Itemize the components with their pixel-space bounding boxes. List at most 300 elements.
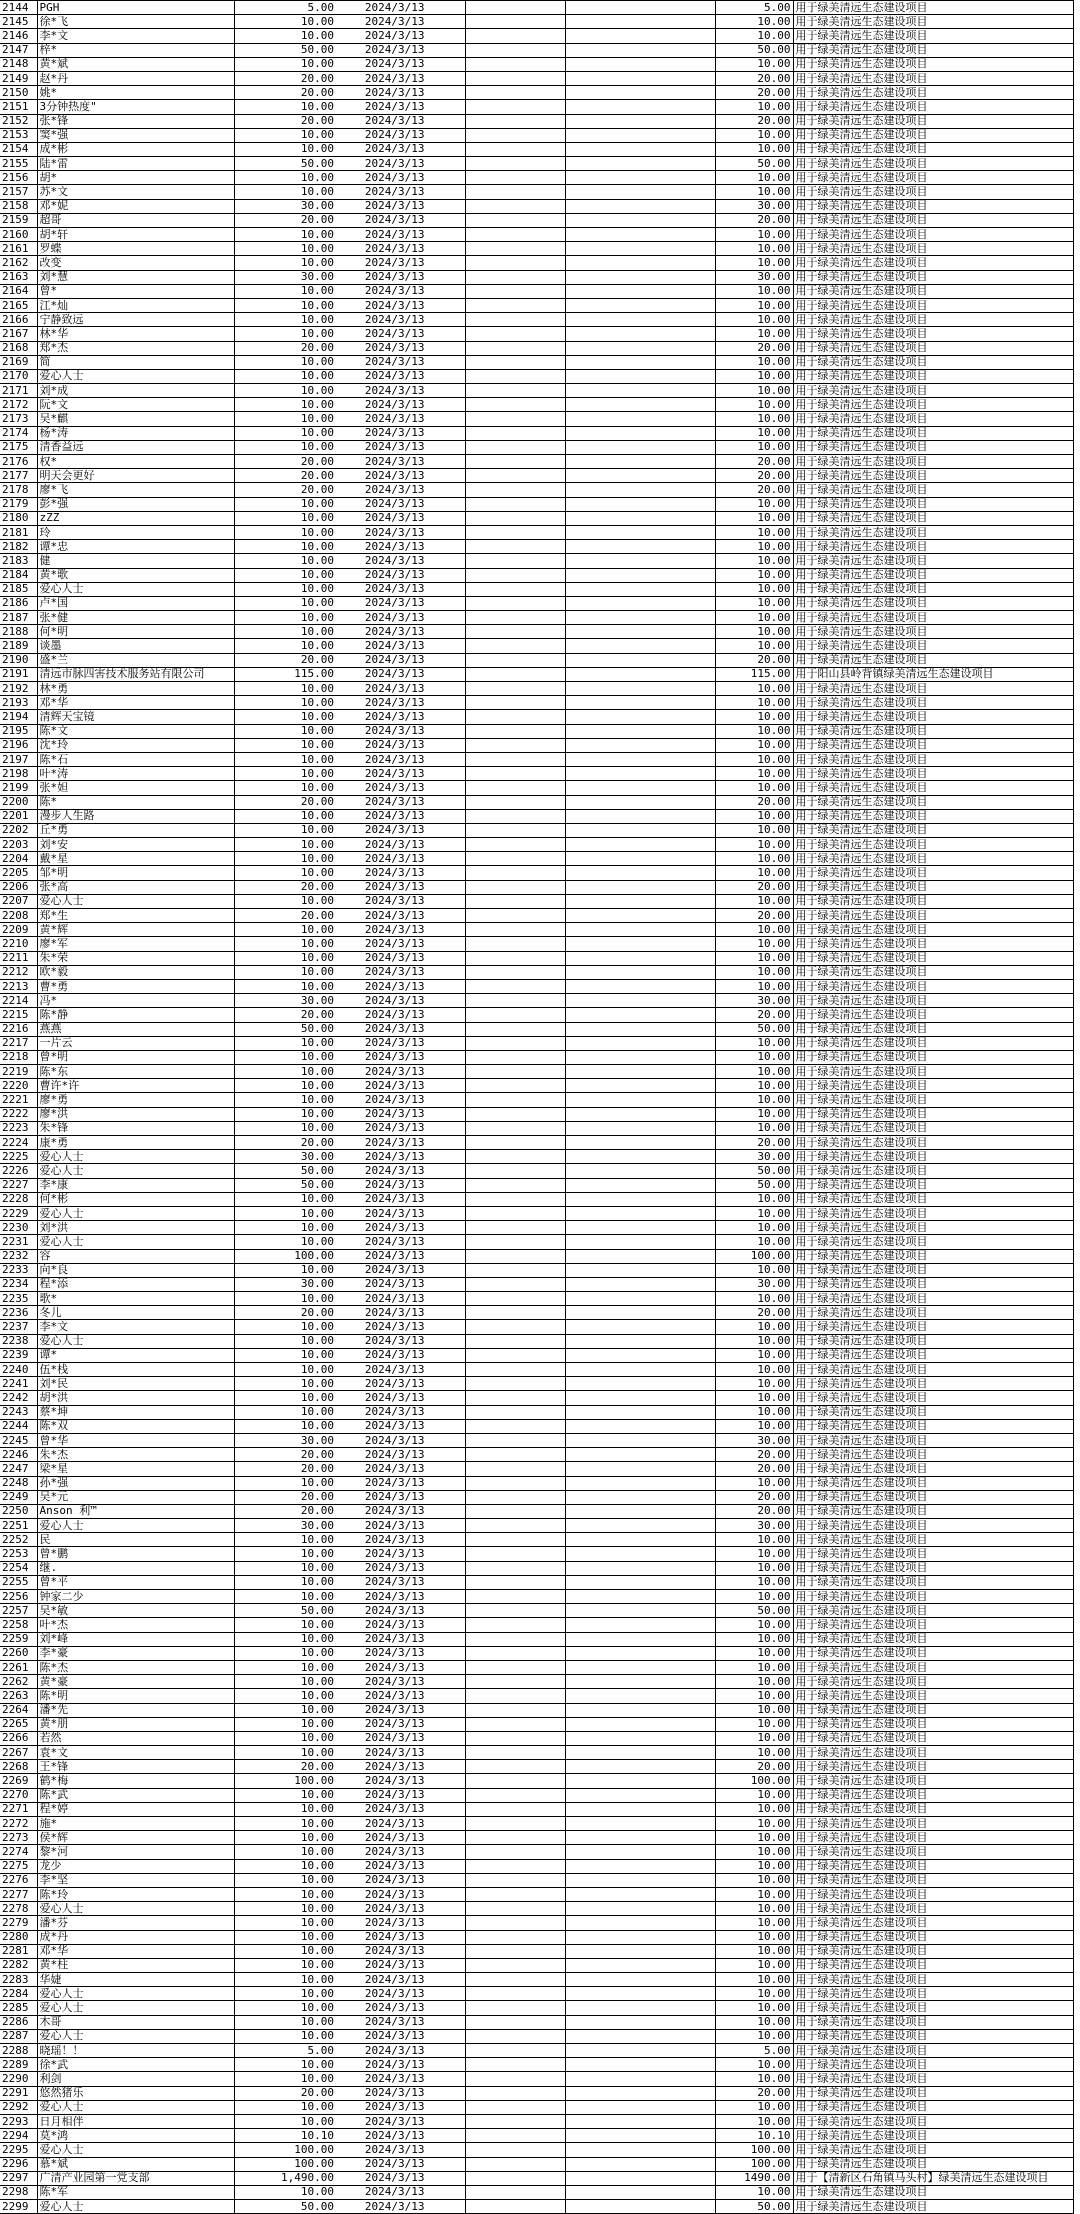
table-row — [0, 2185, 1073, 2199]
donor-name: 民 — [37, 1533, 234, 1547]
donation-purpose: 用于绿美清远生态建设项目 — [793, 2072, 1073, 2086]
donation-purpose: 用于绿美清远生态建设项目 — [793, 1306, 1073, 1320]
allocated-amount: 10.00 — [715, 1944, 793, 1958]
row-number: 2247 — [0, 1462, 37, 1476]
table-row — [0, 1419, 1073, 1433]
donation-amount: 10.00 — [234, 1334, 336, 1348]
donation-amount: 10.00 — [234, 242, 336, 256]
allocated-amount: 10.00 — [715, 1348, 793, 1362]
donation-amount: 10.00 — [234, 1845, 336, 1859]
allocated-amount: 20.00 — [715, 213, 793, 227]
donation-amount: 10.00 — [234, 1221, 336, 1235]
allocated-amount: 30.00 — [715, 1150, 793, 1164]
empty-cell — [565, 625, 715, 639]
empty-cell — [565, 1802, 715, 1816]
table-row — [0, 86, 1073, 100]
donor-name: 徐*飞 — [37, 15, 234, 29]
donation-amount: 5.00 — [234, 1, 336, 15]
table-row — [0, 923, 1073, 937]
row-number: 2212 — [0, 965, 37, 979]
donation-date: 2024/3/13 — [336, 1405, 465, 1419]
donation-purpose: 用于绿美清远生态建设项目 — [793, 483, 1073, 497]
donation-amount: 20.00 — [234, 455, 336, 469]
empty-cell — [465, 57, 565, 71]
empty-cell — [565, 1958, 715, 1972]
row-number: 2152 — [0, 114, 37, 128]
donation-purpose: 用于绿美清远生态建设项目 — [793, 86, 1073, 100]
empty-cell — [465, 1363, 565, 1377]
donation-purpose: 用于绿美清远生态建设项目 — [793, 1263, 1073, 1277]
row-number: 2233 — [0, 1263, 37, 1277]
donation-date: 2024/3/13 — [336, 1221, 465, 1235]
empty-cell — [465, 923, 565, 937]
allocated-amount: 10.00 — [715, 2100, 793, 2114]
donation-date: 2024/3/13 — [336, 1079, 465, 1093]
donation-amount: 10.00 — [234, 1717, 336, 1731]
row-number: 2262 — [0, 1675, 37, 1689]
empty-cell — [465, 809, 565, 823]
donor-name: 黄*歌 — [37, 568, 234, 582]
donation-date: 2024/3/13 — [336, 1887, 465, 1901]
table-row — [0, 1292, 1073, 1306]
donor-name: 黄*朋 — [37, 1717, 234, 1731]
donation-amount: 20.00 — [234, 483, 336, 497]
row-number: 2277 — [0, 1887, 37, 1901]
empty-cell — [465, 909, 565, 923]
empty-cell — [565, 1873, 715, 1887]
donation-amount: 10.00 — [234, 228, 336, 242]
donation-amount: 10.00 — [234, 284, 336, 298]
donor-name: 继. — [37, 1561, 234, 1575]
empty-cell — [465, 29, 565, 43]
row-number: 2172 — [0, 398, 37, 412]
row-number: 2275 — [0, 1859, 37, 1873]
row-number: 2285 — [0, 2001, 37, 2015]
row-number: 2211 — [0, 951, 37, 965]
donation-date: 2024/3/13 — [336, 880, 465, 894]
donation-amount: 20.00 — [234, 71, 336, 85]
row-number: 2254 — [0, 1561, 37, 1575]
donation-amount: 10.00 — [234, 29, 336, 43]
donor-name: 陈*武 — [37, 1788, 234, 1802]
donor-name: 曾*明 — [37, 1050, 234, 1064]
donation-amount: 10.00 — [234, 1093, 336, 1107]
row-number: 2167 — [0, 327, 37, 341]
empty-cell — [565, 1561, 715, 1575]
allocated-amount: 10.00 — [715, 1093, 793, 1107]
donation-amount: 10.00 — [234, 752, 336, 766]
donation-purpose: 用于绿美清远生态建设项目 — [793, 1363, 1073, 1377]
donation-purpose: 用于绿美清远生态建设项目 — [793, 398, 1073, 412]
row-number: 2180 — [0, 511, 37, 525]
donation-purpose: 用于绿美清远生态建设项目 — [793, 100, 1073, 114]
donation-purpose: 用于绿美清远生态建设项目 — [793, 596, 1073, 610]
donation-purpose: 用于绿美清远生态建设项目 — [793, 1079, 1073, 1093]
row-number: 2176 — [0, 455, 37, 469]
allocated-amount: 10.00 — [715, 242, 793, 256]
allocated-amount: 50.00 — [715, 2200, 793, 2214]
donation-date: 2024/3/13 — [336, 142, 465, 156]
donation-date: 2024/3/13 — [336, 1065, 465, 1079]
allocated-amount: 10.00 — [715, 866, 793, 880]
allocated-amount: 20.00 — [715, 86, 793, 100]
allocated-amount: 10.00 — [715, 1887, 793, 1901]
donor-name: 陈*石 — [37, 752, 234, 766]
empty-cell — [465, 1107, 565, 1121]
donor-name: 陈*双 — [37, 1419, 234, 1433]
empty-cell — [565, 1504, 715, 1518]
allocated-amount: 10.00 — [715, 1831, 793, 1845]
donor-name: 邓*华 — [37, 1944, 234, 1958]
row-number: 2249 — [0, 1490, 37, 1504]
donation-date: 2024/3/13 — [336, 43, 465, 57]
donor-name: 潘*芬 — [37, 1916, 234, 1930]
empty-cell — [465, 1448, 565, 1462]
empty-cell — [565, 1050, 715, 1064]
donation-purpose: 用于绿美清远生态建设项目 — [793, 1873, 1073, 1887]
allocated-amount: 10.00 — [715, 2015, 793, 2029]
allocated-amount: 10.00 — [715, 611, 793, 625]
empty-cell — [565, 1008, 715, 1022]
empty-cell — [465, 228, 565, 242]
empty-cell — [465, 15, 565, 29]
donation-amount: 10.00 — [234, 1973, 336, 1987]
donation-purpose: 用于绿美清远生态建设项目 — [793, 2001, 1073, 2015]
donation-purpose: 用于绿美清远生态建设项目 — [793, 653, 1073, 667]
table-row — [0, 1150, 1073, 1164]
donation-date: 2024/3/13 — [336, 1547, 465, 1561]
donation-amount: 10.00 — [234, 1107, 336, 1121]
donation-purpose: 用于绿美清远生态建设项目 — [793, 2185, 1073, 2199]
allocated-amount: 10.00 — [715, 639, 793, 653]
donor-name: 江*灿 — [37, 298, 234, 312]
row-number: 2289 — [0, 2058, 37, 2072]
donation-date: 2024/3/13 — [336, 2086, 465, 2100]
donation-date: 2024/3/13 — [336, 1249, 465, 1263]
donation-date: 2024/3/13 — [336, 1561, 465, 1575]
donor-name: 何*明 — [37, 625, 234, 639]
donation-date: 2024/3/13 — [336, 455, 465, 469]
donation-date: 2024/3/13 — [336, 909, 465, 923]
allocated-amount: 10.00 — [715, 1405, 793, 1419]
empty-cell — [465, 1136, 565, 1150]
empty-cell — [465, 1916, 565, 1930]
donation-amount: 20.00 — [234, 1306, 336, 1320]
donation-purpose: 用于绿美清远生态建设项目 — [793, 1433, 1073, 1447]
table-row — [0, 1050, 1073, 1064]
table-row — [0, 710, 1073, 724]
empty-cell — [465, 1221, 565, 1235]
table-row — [0, 1675, 1073, 1689]
donation-purpose: 用于绿美清远生态建设项目 — [793, 1788, 1073, 1802]
table-row — [0, 228, 1073, 242]
donation-purpose: 用于绿美清远生态建设项目 — [793, 157, 1073, 171]
donation-amount: 10.00 — [234, 866, 336, 880]
donation-amount: 30.00 — [234, 199, 336, 213]
empty-cell — [565, 2100, 715, 2114]
donation-purpose: 用于绿美清远生态建设项目 — [793, 1, 1073, 15]
empty-cell — [465, 1433, 565, 1447]
table-row — [0, 114, 1073, 128]
row-number: 2279 — [0, 1916, 37, 1930]
donation-purpose: 用于绿美清远生态建设项目 — [793, 327, 1073, 341]
empty-cell — [565, 355, 715, 369]
donation-amount: 10.00 — [234, 185, 336, 199]
allocated-amount: 10.00 — [715, 1845, 793, 1859]
allocated-amount: 100.00 — [715, 2143, 793, 2157]
donor-name: 郑*生 — [37, 909, 234, 923]
empty-cell — [465, 426, 565, 440]
empty-cell — [465, 86, 565, 100]
donation-purpose: 用于绿美清远生态建设项目 — [793, 710, 1073, 724]
donation-purpose: 用于绿美清远生态建设项目 — [793, 2114, 1073, 2128]
allocated-amount: 10.00 — [715, 384, 793, 398]
donation-date: 2024/3/13 — [336, 213, 465, 227]
table-row — [0, 696, 1073, 710]
row-number: 2173 — [0, 412, 37, 426]
empty-cell — [565, 823, 715, 837]
donation-purpose: 用于绿美清远生态建设项目 — [793, 525, 1073, 539]
donation-date: 2024/3/13 — [336, 2200, 465, 2214]
donation-amount: 30.00 — [234, 1433, 336, 1447]
donation-purpose: 用于绿美清远生态建设项目 — [793, 1731, 1073, 1745]
donation-amount: 10.00 — [234, 1036, 336, 1050]
donation-amount: 10.00 — [234, 1263, 336, 1277]
table-row — [0, 1136, 1073, 1150]
empty-cell — [465, 1504, 565, 1518]
row-number: 2282 — [0, 1958, 37, 1972]
donation-date: 2024/3/13 — [336, 568, 465, 582]
allocated-amount: 10.00 — [715, 838, 793, 852]
donation-date: 2024/3/13 — [336, 2114, 465, 2128]
table-row — [0, 355, 1073, 369]
donation-purpose: 用于绿美清远生态建设项目 — [793, 128, 1073, 142]
allocated-amount: 10.00 — [715, 1547, 793, 1561]
donation-amount: 10.00 — [234, 426, 336, 440]
row-number: 2291 — [0, 2086, 37, 2100]
table-row — [0, 100, 1073, 114]
donor-name: 潘*先 — [37, 1703, 234, 1717]
donor-name: 曾* — [37, 284, 234, 298]
donation-purpose: 用于绿美清远生态建设项目 — [793, 582, 1073, 596]
empty-cell — [465, 2157, 565, 2171]
donation-date: 2024/3/13 — [336, 1164, 465, 1178]
table-row — [0, 1192, 1073, 1206]
allocated-amount: 10.00 — [715, 185, 793, 199]
donor-name: 刘*民 — [37, 1377, 234, 1391]
donation-purpose: 用于绿美清远生态建设项目 — [793, 809, 1073, 823]
row-number: 2194 — [0, 710, 37, 724]
allocated-amount: 10.00 — [715, 369, 793, 383]
row-number: 2221 — [0, 1093, 37, 1107]
allocated-amount: 10.00 — [715, 1419, 793, 1433]
donation-purpose: 用于绿美清远生态建设项目 — [793, 1746, 1073, 1760]
allocated-amount: 10.00 — [715, 1590, 793, 1604]
donor-name: 爱心人士 — [37, 1164, 234, 1178]
empty-cell — [465, 1590, 565, 1604]
donation-purpose: 用于绿美清远生态建设项目 — [793, 1292, 1073, 1306]
donation-date: 2024/3/13 — [336, 1008, 465, 1022]
donation-date: 2024/3/13 — [336, 1859, 465, 1873]
empty-cell — [465, 611, 565, 625]
allocated-amount: 20.00 — [715, 880, 793, 894]
row-number: 2198 — [0, 767, 37, 781]
table-row — [0, 2001, 1073, 2015]
table-row — [0, 1448, 1073, 1462]
donor-name: 清远市脉四害技术服务站有限公司 — [37, 667, 234, 681]
donation-date: 2024/3/13 — [336, 270, 465, 284]
donation-purpose: 用于绿美清远生态建设项目 — [793, 440, 1073, 454]
table-row — [0, 1916, 1073, 1930]
row-number: 2208 — [0, 909, 37, 923]
empty-cell — [465, 2029, 565, 2043]
donor-name: 叶*杰 — [37, 1618, 234, 1632]
donation-amount: 10.00 — [234, 582, 336, 596]
allocated-amount: 10.00 — [715, 284, 793, 298]
row-number: 2295 — [0, 2143, 37, 2157]
empty-cell — [465, 866, 565, 880]
donation-amount: 10.00 — [234, 1930, 336, 1944]
empty-cell — [465, 1533, 565, 1547]
donation-purpose: 用于绿美清远生态建设项目 — [793, 1150, 1073, 1164]
empty-cell — [565, 284, 715, 298]
empty-cell — [565, 965, 715, 979]
donor-name: Anson 利™ — [37, 1504, 234, 1518]
empty-cell — [565, 1689, 715, 1703]
empty-cell — [465, 213, 565, 227]
empty-cell — [565, 327, 715, 341]
empty-cell — [465, 497, 565, 511]
empty-cell — [565, 710, 715, 724]
donation-purpose: 用于绿美清远生态建设项目 — [793, 455, 1073, 469]
empty-cell — [565, 15, 715, 29]
donation-purpose: 用于绿美清远生态建设项目 — [793, 554, 1073, 568]
donor-name: 廖*勇 — [37, 1093, 234, 1107]
empty-cell — [465, 2086, 565, 2100]
donation-amount: 10.00 — [234, 696, 336, 710]
empty-cell — [565, 2114, 715, 2128]
donor-name: 清香益远 — [37, 440, 234, 454]
empty-cell — [565, 1618, 715, 1632]
empty-cell — [565, 256, 715, 270]
donation-amount: 50.00 — [234, 1022, 336, 1036]
empty-cell — [565, 1490, 715, 1504]
donation-amount: 10.00 — [234, 142, 336, 156]
donation-amount: 10.00 — [234, 838, 336, 852]
empty-cell — [565, 1206, 715, 1220]
empty-cell — [465, 1930, 565, 1944]
allocated-amount: 20.00 — [715, 114, 793, 128]
row-number: 2214 — [0, 994, 37, 1008]
allocated-amount: 10.00 — [715, 29, 793, 43]
table-row — [0, 1476, 1073, 1490]
table-row — [0, 540, 1073, 554]
donation-amount: 10.00 — [234, 2114, 336, 2128]
row-number: 2158 — [0, 199, 37, 213]
empty-cell — [565, 1022, 715, 1036]
donor-name: 邓*华 — [37, 696, 234, 710]
donor-name: 李*文 — [37, 29, 234, 43]
row-number: 2169 — [0, 355, 37, 369]
donation-amount: 10.00 — [234, 540, 336, 554]
donor-name: 龙少 — [37, 1859, 234, 1873]
empty-cell — [465, 554, 565, 568]
donation-date: 2024/3/13 — [336, 1660, 465, 1674]
donation-date: 2024/3/13 — [336, 1490, 465, 1504]
empty-cell — [465, 752, 565, 766]
table-row — [0, 313, 1073, 327]
donation-amount: 10.00 — [234, 1121, 336, 1135]
empty-cell — [565, 653, 715, 667]
empty-cell — [465, 1958, 565, 1972]
allocated-amount: 10.00 — [715, 937, 793, 951]
empty-cell — [565, 582, 715, 596]
donation-purpose: 用于绿美清远生态建设项目 — [793, 1348, 1073, 1362]
empty-cell — [465, 1746, 565, 1760]
row-number: 2179 — [0, 497, 37, 511]
allocated-amount: 20.00 — [715, 1490, 793, 1504]
donation-amount: 10.00 — [234, 1689, 336, 1703]
donation-purpose: 用于绿美清远生态建设项目 — [793, 213, 1073, 227]
empty-cell — [565, 568, 715, 582]
donation-amount: 20.00 — [234, 909, 336, 923]
empty-cell — [465, 270, 565, 284]
donor-name: 冬儿 — [37, 1306, 234, 1320]
row-number: 2283 — [0, 1973, 37, 1987]
empty-cell — [465, 951, 565, 965]
row-number: 2278 — [0, 1902, 37, 1916]
empty-cell — [465, 128, 565, 142]
table-row — [0, 1547, 1073, 1561]
donation-purpose: 用于绿美清远生态建设项目 — [793, 1973, 1073, 1987]
table-row — [0, 341, 1073, 355]
empty-cell — [565, 1675, 715, 1689]
allocated-amount: 10.00 — [715, 1859, 793, 1873]
donation-amount: 10.00 — [234, 611, 336, 625]
donation-purpose: 用于绿美清远生态建设项目 — [793, 412, 1073, 426]
donation-amount: 20.00 — [234, 880, 336, 894]
empty-cell — [565, 979, 715, 993]
empty-cell — [565, 852, 715, 866]
row-number: 2281 — [0, 1944, 37, 1958]
row-number: 2166 — [0, 313, 37, 327]
donor-name: 窦*强 — [37, 128, 234, 142]
allocated-amount: 10.00 — [715, 1121, 793, 1135]
donation-amount: 10.00 — [234, 1859, 336, 1873]
donation-purpose: 用于绿美清远生态建设项目 — [793, 1533, 1073, 1547]
empty-cell — [465, 1235, 565, 1249]
donation-amount: 50.00 — [234, 1178, 336, 1192]
empty-cell — [465, 455, 565, 469]
table-row — [0, 298, 1073, 312]
empty-cell — [565, 185, 715, 199]
donation-date: 2024/3/13 — [336, 469, 465, 483]
donation-date: 2024/3/13 — [336, 525, 465, 539]
row-number: 2241 — [0, 1377, 37, 1391]
donation-amount: 10.00 — [234, 412, 336, 426]
empty-cell — [565, 880, 715, 894]
donation-purpose: 用于绿美清远生态建设项目 — [793, 1022, 1073, 1036]
empty-cell — [465, 100, 565, 114]
empty-cell — [465, 1618, 565, 1632]
allocated-amount: 10.00 — [715, 142, 793, 156]
empty-cell — [465, 1277, 565, 1291]
row-number: 2219 — [0, 1065, 37, 1079]
row-number: 2153 — [0, 128, 37, 142]
empty-cell — [565, 1178, 715, 1192]
allocated-amount: 10.00 — [715, 57, 793, 71]
allocated-amount: 10.00 — [715, 965, 793, 979]
